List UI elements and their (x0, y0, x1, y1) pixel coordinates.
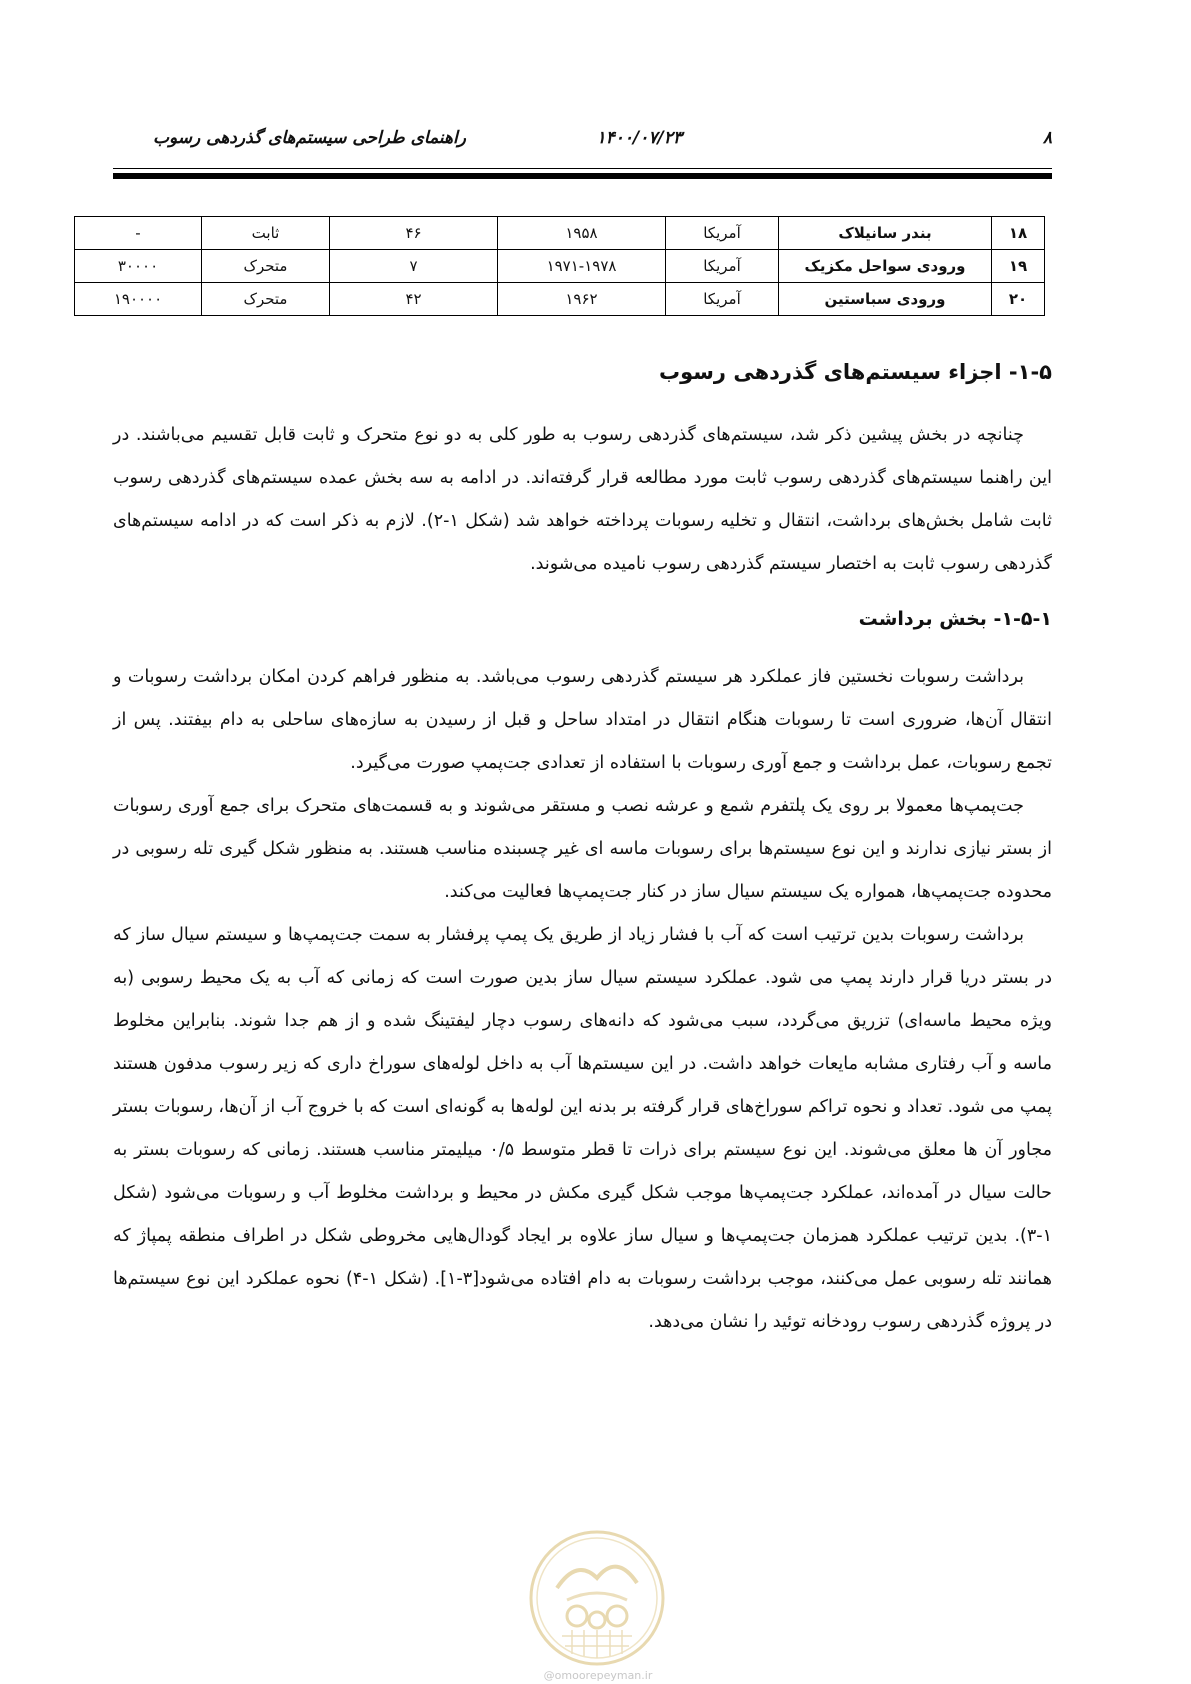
page-header (113, 128, 1052, 156)
project-name: ورودی سباستین (779, 283, 992, 316)
section-heading: ۱-۵- اجزاء سیستم‌های گذردهی رسوب (659, 360, 1052, 384)
main-content (113, 356, 1052, 1344)
project-country: آمریکا (666, 283, 779, 316)
project-type: متحرک (202, 283, 330, 316)
table-row (75, 283, 1045, 316)
page-number: ۸ (1042, 128, 1052, 148)
row-number: ۱۸ (992, 217, 1045, 250)
project-year: ۱۹۶۲ (498, 283, 666, 316)
project-count: ۴۶ (330, 217, 498, 250)
project-count: ۴۲ (330, 283, 498, 316)
header-rule-thin (113, 168, 1052, 169)
subsection-heading: ۱-۵-۱- بخش برداشت (858, 608, 1052, 630)
project-volume: ۳۰۰۰۰ (75, 250, 202, 283)
header-date: ۱۴۰۰/۰۷/۲۳ (596, 128, 682, 148)
header-title: راهنمای طراحی سیستم‌های گذردهی رسوب (153, 128, 466, 148)
subsection-paragraph-2: جت‌پمپ‌ها معمولا بر روی یک پلتفرم شمع و عرشه نصب و مستقر می‌شوند و به قسمت‌های متحرک برای جمع آوری رسوبات از بستر نیازی ندارند و این نوع سیستم‌ها برای رسوبات ماسه ای غیر چسبنده مناسب هستند. به منظور شکل گیری تله رسوبی در محدوده جت‌پمپ‌ها، همواره یک سیستم سیال ساز در کنار جت‌پمپ‌ها فعالیت می‌کند. (113, 796, 1052, 902)
project-country: آمریکا (666, 217, 779, 250)
project-year: ۱۹۵۸ (498, 217, 666, 250)
project-type: متحرک (202, 250, 330, 283)
row-number: ۲۰ (992, 283, 1045, 316)
table-row (75, 250, 1045, 283)
watermark-logo (527, 1528, 667, 1668)
section-paragraph: چنانچه در بخش پیشین ذکر شد، سیستم‌های گذردهی رسوب به طور کلی به دو نوع متحرک و ثابت قابل تقسیم می‌باشند. در این راهنما سیستم‌های گذردهی رسوب ثابت مورد مطالعه قرار گرفته‌اند. در ادامه به سه بخش عمده سیستم‌های گذردهی رسوب ثابت شامل بخش‌های برداشت، انتقال و تخلیه رسوبات پرداخته خواهد شد (شکل ۱-۲). لازم به ذکر است که در ادامه سیستم‌های گذردهی رسوب ثابت به اختصار سیستم گذردهی رسوب نامیده می‌شوند. (113, 425, 1052, 574)
table-row (75, 217, 1045, 250)
project-count: ۷ (330, 250, 498, 283)
subsection-paragraph-1: برداشت رسوبات نخستین فاز عملکرد هر سیستم گذردهی رسوب می‌باشد. به منظور فراهم کردن امکان برداشت رسوبات و انتقال آن‌ها، ضروری است تا رسوبات هنگام انتقال در امتداد ساحل و قبل از رسیدن به سازه‌های ساحلی به دام بیفتند. پس از تجمع رسوبات، عمل برداشت و جمع آوری رسوبات با استفاده از تعدادی جت‌پمپ صورت می‌گیرد. (113, 667, 1052, 773)
projects-table (74, 216, 1045, 316)
project-volume: - (75, 217, 202, 250)
header-rule-thick (113, 173, 1052, 179)
watermark-handle: @omoorepeyman.ir (543, 1669, 653, 1682)
project-name: بندر سانیلاک (779, 217, 992, 250)
project-volume: ۱۹۰۰۰۰ (75, 283, 202, 316)
row-number: ۱۹ (992, 250, 1045, 283)
project-year: ۱۹۷۱-۱۹۷۸ (498, 250, 666, 283)
subsection-paragraph-3: برداشت رسوبات بدین ترتیب است که آب با فشار زیاد از طریق یک پمپ پرفشار به سمت جت‌پمپ‌ها و سیستم سیال ساز که در بستر دریا قرار دارند پمپ می شود. عملکرد سیستم سیال ساز بدین صورت است که زمانی که آب به یک محیط رسوبی (به ویژه محیط ماسه‌ای) تزریق می‌گردد، سبب می‌شود که دانه‌های رسوب دچار لیفتینگ شده و از هم جدا شوند. بنابراین مخلوط ماسه و آب رفتاری مشابه مایعات خواهد داشت. در این سیستم‌ها آب به داخل لوله‌های سوراخ داری که زیر رسوب مدفون هستند پمپ می شود. تعداد و نحوه تراکم سوراخ‌های قرار گرفته بر بدنه این لوله‌ها به گونه‌ای است که با خروج آب از آن‌ها، رسوبات بستر مجاور آن ها معلق می‌شوند. این نوع سیستم برای ذرات تا قطر متوسط ۰/۵ میلیمتر مناسب هستند. زمانی که رسوبات بستر به حالت سیال در آمده‌اند، عملکرد جت‌پمپ‌ها موجب شکل گیری مکش در محیط و برداشت مخلوط آب و رسوبات می‌شود (شکل ۱-۳). بدین ترتیب عملکرد همزمان جت‌پمپ‌ها و سیال ساز علاوه بر ایجاد گودال‌هایی مخروطی شکل در اطراف منطقه پمپاژ که همانند تله رسوبی عمل می‌کنند، موجب برداشت رسوبات به دام افتاده می‌شود[۳-۱]. (شکل ۱-۴) نحوه عملکرد این نوع سیستم‌ها در پروژه گذردهی رسوب رودخانه توئید را نشان می‌دهد. (113, 925, 1052, 1332)
project-type: ثابت (202, 217, 330, 250)
project-name: ورودی سواحل مکزیک (779, 250, 992, 283)
project-country: آمریکا (666, 250, 779, 283)
